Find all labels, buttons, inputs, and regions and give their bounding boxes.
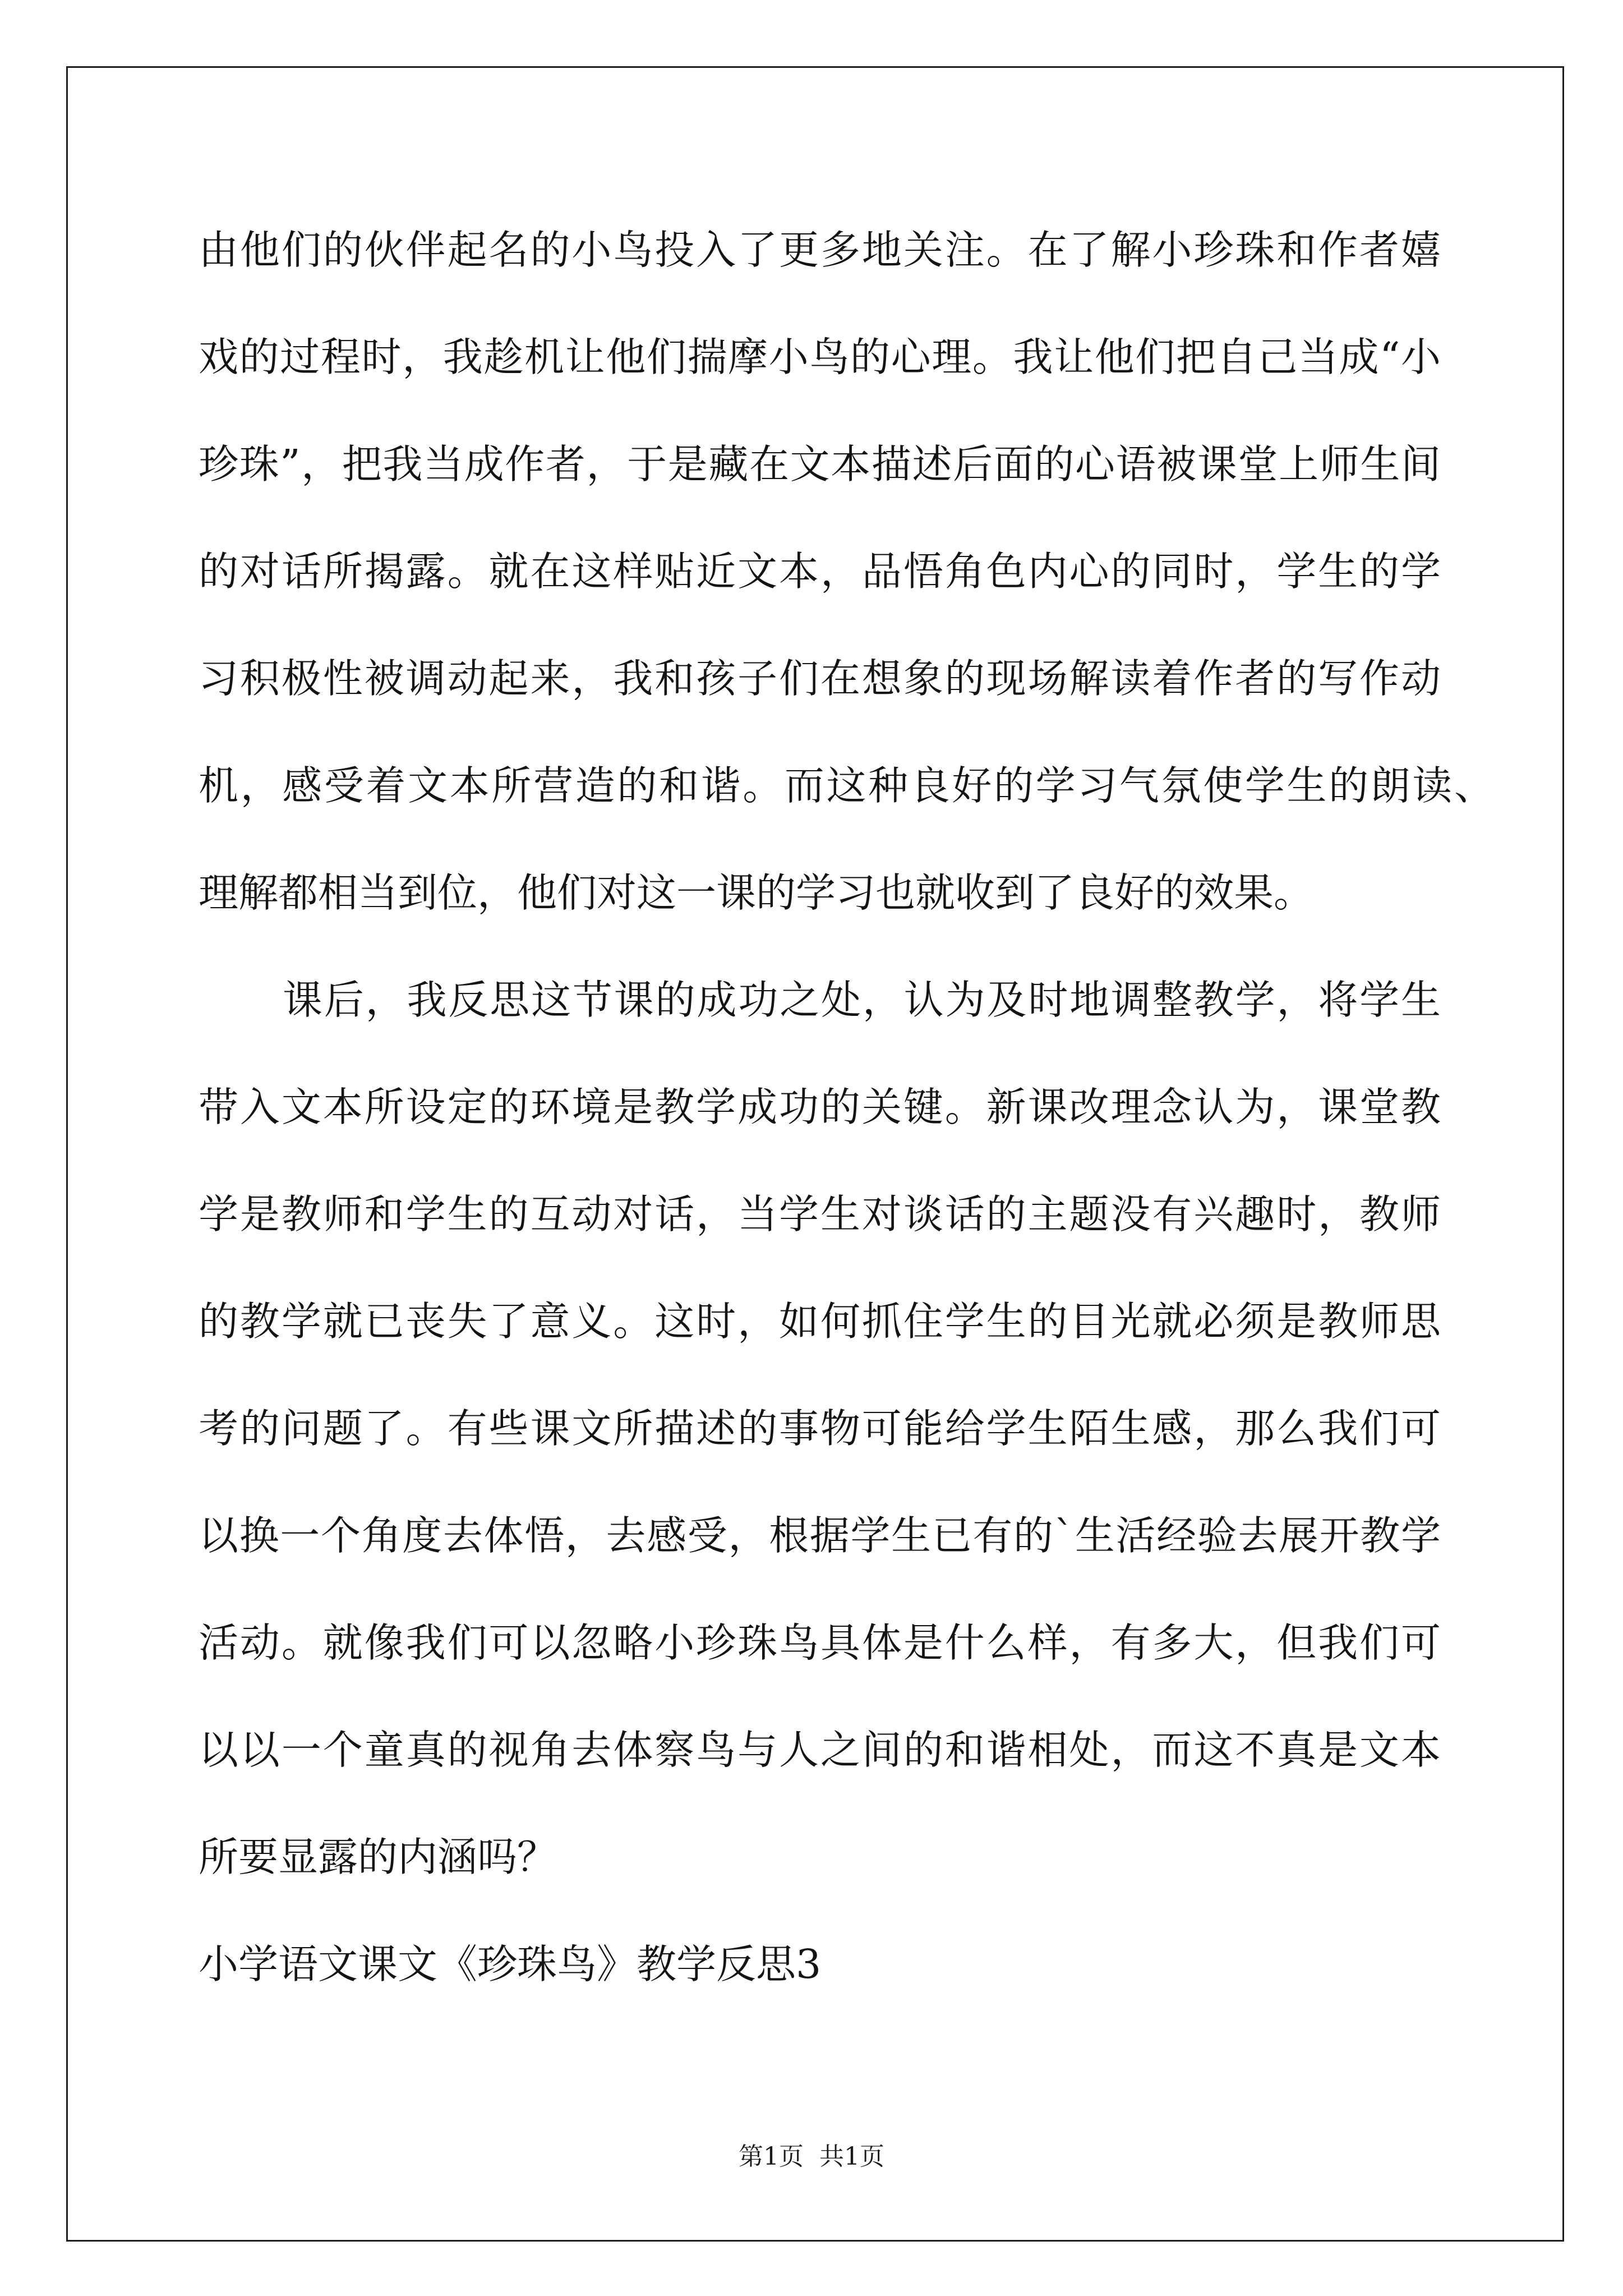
body-text-line: 理解都相当到位，他们对这一课的学习也就收到了良好的效果。 xyxy=(199,869,1314,916)
section-heading: 小学语文课文《珍珠鸟》教学反思3 xyxy=(199,1941,822,1987)
body-text-line: 戏的过程时，我趁机让他们揣摩小鸟的心理。我让他们把自己当成“小 xyxy=(199,334,1441,380)
body-text-line: 的教学就已丧失了意义。这时，如何抓住学生的目光就必须是教师思 xyxy=(199,1298,1441,1345)
body-text-line: 活动。就像我们可以忽略小珍珠鸟具体是什么样，有多大，但我们可 xyxy=(199,1619,1441,1666)
body-text-line: 习积极性被调动起来，我和孩子们在想象的现场解读着作者的写作动 xyxy=(199,655,1441,702)
body-text-line: 的对话所揭露。就在这样贴近文本，品悟角色内心的同时，学生的学 xyxy=(199,548,1441,595)
paragraph-2 xyxy=(199,946,1441,1911)
body-text-line: 带入文本所设定的环境是教学成功的关键。新课改理念认为，课堂教 xyxy=(199,1084,1441,1130)
body-text-line: 所要显露的内涵吗？ xyxy=(199,1834,557,1880)
body-text-line: 珍珠”，把我当成作者，于是藏在文本描述后面的心语被课堂上师生间 xyxy=(199,441,1441,487)
paragraph-1 xyxy=(199,196,1494,946)
body-text-line: 课后，我反思这节课的成功之处，认为及时地调整教学，将学生 xyxy=(283,977,1441,1023)
page-footer: 第1页 共1页 xyxy=(739,2142,884,2171)
body-text-line: 考的问题了。有些课文所描述的事物可能给学生陌生感，那么我们可 xyxy=(199,1405,1441,1452)
body-text-line: 学是教师和学生的互动对话，当学生对谈话的主题没有兴趣时，教师 xyxy=(199,1191,1441,1237)
body-text-line: 以换一个角度去体悟，去感受，根据学生已有的`生活经验去展开教学 xyxy=(199,1512,1441,1559)
body-text-line: 由他们的伙伴起名的小鸟投入了更多地关注。在了解小珍珠和作者嬉 xyxy=(199,227,1441,273)
body-text-line: 机，感受着文本所营造的和谐。而这种良好的学习气氛使学生的朗读、 xyxy=(199,762,1494,809)
body-text-line: 以以一个童真的视角去体察鸟与人之间的和谐相处，而这不真是文本 xyxy=(199,1727,1441,1773)
document-body xyxy=(199,196,1494,2018)
